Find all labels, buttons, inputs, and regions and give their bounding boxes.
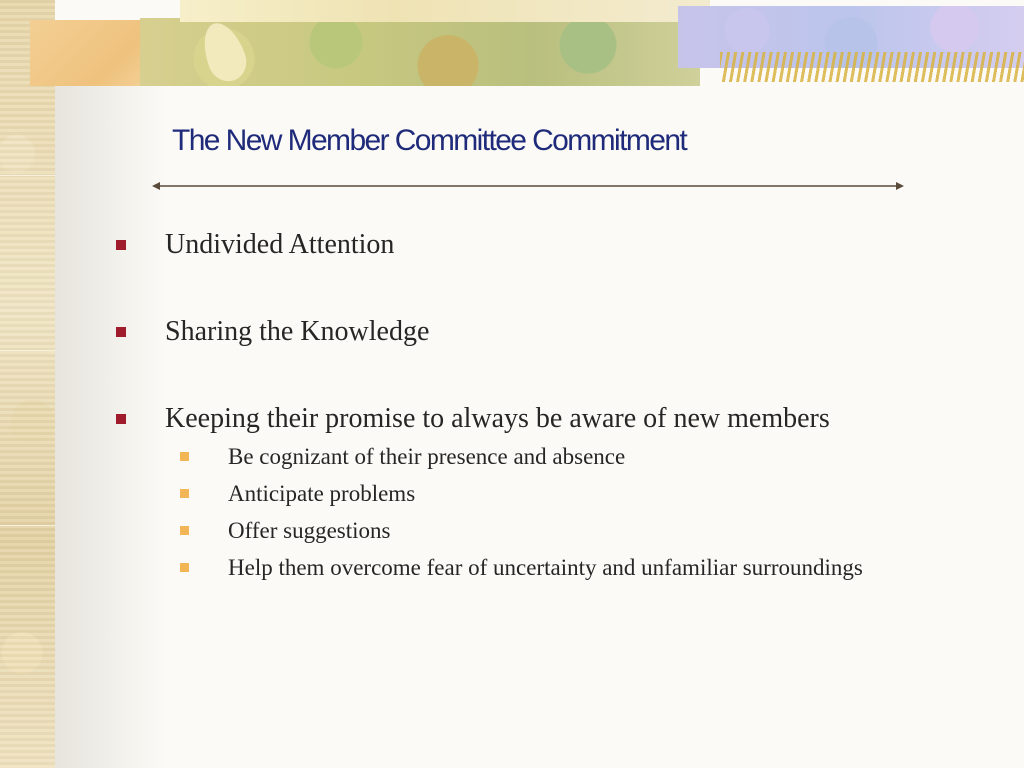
banner-grass <box>720 52 1024 82</box>
bullet-item <box>113 313 893 351</box>
square-bullet-icon <box>116 327 126 337</box>
banner-tile-cream <box>180 0 710 22</box>
slide-body <box>113 226 893 590</box>
bullet-text: Keeping their promise to always be aware of new members <box>165 403 830 434</box>
small-square-bullet-icon <box>180 489 189 498</box>
bullet-item <box>113 400 893 438</box>
sub-bullet-text: Offer suggestions <box>228 518 391 543</box>
strip-seam <box>0 175 55 176</box>
bullet-text: Sharing the Knowledge <box>165 316 430 347</box>
decorative-leaves-banner <box>30 0 1024 86</box>
small-square-bullet-icon <box>180 526 189 535</box>
square-bullet-icon <box>116 414 126 424</box>
sub-bullet-text: Help them overcome fear of uncertainty and unfamiliar surroundings <box>228 555 863 580</box>
strip-seam <box>0 350 55 351</box>
slide-title: The New Member Committee Commitment <box>172 124 687 157</box>
sub-bullet-item <box>228 442 893 471</box>
bullet-item <box>113 226 893 264</box>
strip-seam <box>0 525 55 526</box>
small-square-bullet-icon <box>180 563 189 572</box>
sub-bullet-text: Be cognizant of their presence and absence <box>228 444 626 469</box>
sub-bullet-item <box>228 553 893 582</box>
square-bullet-icon <box>116 240 126 250</box>
sub-bullet-item <box>228 516 893 545</box>
left-arrowhead <box>152 182 160 190</box>
sub-bullet-list <box>113 442 893 582</box>
right-arrowhead <box>896 182 904 190</box>
parchment-side-strip <box>0 0 55 768</box>
sub-bullet-item <box>228 479 893 508</box>
bullet-text: Undivided Attention <box>165 229 395 260</box>
small-square-bullet-icon <box>180 452 189 461</box>
sub-bullet-text: Anticipate problems <box>228 481 416 506</box>
double-arrow-line-icon <box>152 179 904 193</box>
